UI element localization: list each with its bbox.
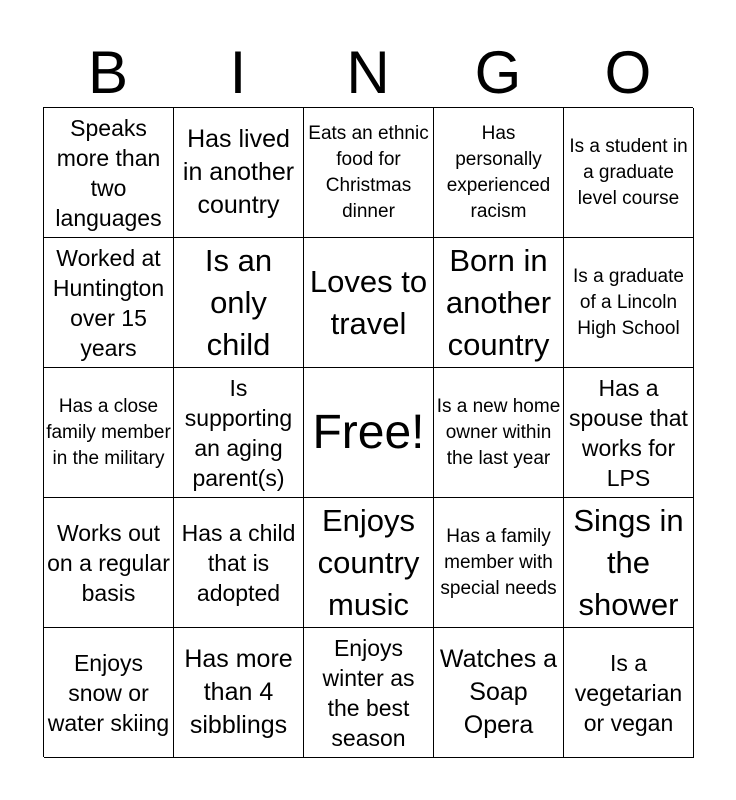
bingo-cell[interactable] [564, 628, 694, 758]
cell-text: Is an only child [204, 242, 273, 362]
bingo-cell[interactable] [44, 108, 174, 238]
cell-text: Eats an ethnic food for Christmas dinner [308, 122, 429, 222]
bingo-cell[interactable] [44, 368, 174, 498]
bingo-cell[interactable] [304, 498, 434, 628]
bingo-header [43, 40, 693, 106]
bingo-cell[interactable] [564, 108, 694, 238]
bingo-cell[interactable] [44, 628, 174, 758]
cell-text: Enjoys country music [317, 502, 420, 622]
cell-text: Is a new home owner within the last year [436, 395, 561, 469]
cell-text: Has lived in another country [182, 125, 295, 219]
cell-text: Works out on a regular basis [47, 519, 170, 606]
cell-text: Is a vegetarian or vegan [574, 649, 683, 736]
cell-text: Worked at Huntington over 15 years [52, 244, 165, 361]
cell-text: Has a close family member in the military [46, 395, 171, 469]
cell-text: Loves to travel [309, 263, 428, 341]
bingo-cell[interactable] [434, 368, 564, 498]
bingo-cell[interactable] [434, 108, 564, 238]
cell-text: Has personally experienced racism [446, 122, 551, 222]
bingo-cell[interactable] [174, 238, 304, 368]
free-text: Free! [312, 405, 425, 459]
bingo-cell[interactable] [174, 498, 304, 628]
cell-text: Has more than 4 sibblings [184, 645, 293, 739]
header-letter-n: N [346, 39, 390, 106]
cell-text: Watches a Soap Opera [439, 645, 558, 739]
bingo-cell[interactable] [564, 498, 694, 628]
bingo-grid [43, 107, 693, 757]
cell-text: Sings in the shower [573, 502, 684, 622]
cell-text: Is a student in a graduate level course [569, 135, 688, 209]
bingo-cell[interactable] [564, 368, 694, 498]
bingo-cell[interactable] [304, 628, 434, 758]
cell-text: Speaks more than two languages [55, 114, 162, 231]
bingo-cell[interactable] [434, 628, 564, 758]
cell-text: Has a spouse that works for LPS [569, 374, 688, 491]
cell-text: Born in another country [445, 242, 552, 362]
bingo-cell[interactable] [174, 628, 304, 758]
header-letter-o: O [604, 39, 652, 106]
cell-text: Has a family member with special needs [440, 525, 557, 599]
bingo-cell[interactable] [304, 238, 434, 368]
bingo-cell[interactable] [564, 238, 694, 368]
header-letter-g: G [474, 39, 522, 106]
bingo-cell[interactable] [434, 498, 564, 628]
bingo-cell[interactable] [44, 238, 174, 368]
cell-text: Has a child that is adopted [181, 519, 296, 606]
cell-text: Enjoys snow or water skiing [47, 649, 170, 736]
free-cell[interactable] [304, 368, 434, 498]
bingo-cell[interactable] [434, 238, 564, 368]
bingo-cell[interactable] [174, 108, 304, 238]
bingo-cell[interactable] [44, 498, 174, 628]
header-letter-i: I [229, 39, 247, 106]
bingo-cell[interactable] [304, 108, 434, 238]
cell-text: Enjoys winter as the best season [322, 634, 415, 751]
cell-text: Is supporting an aging parent(s) [184, 374, 293, 491]
cell-text: Is a graduate of a Lincoln High School [573, 265, 684, 339]
header-letter-b: B [87, 39, 129, 106]
bingo-cell[interactable] [174, 368, 304, 498]
